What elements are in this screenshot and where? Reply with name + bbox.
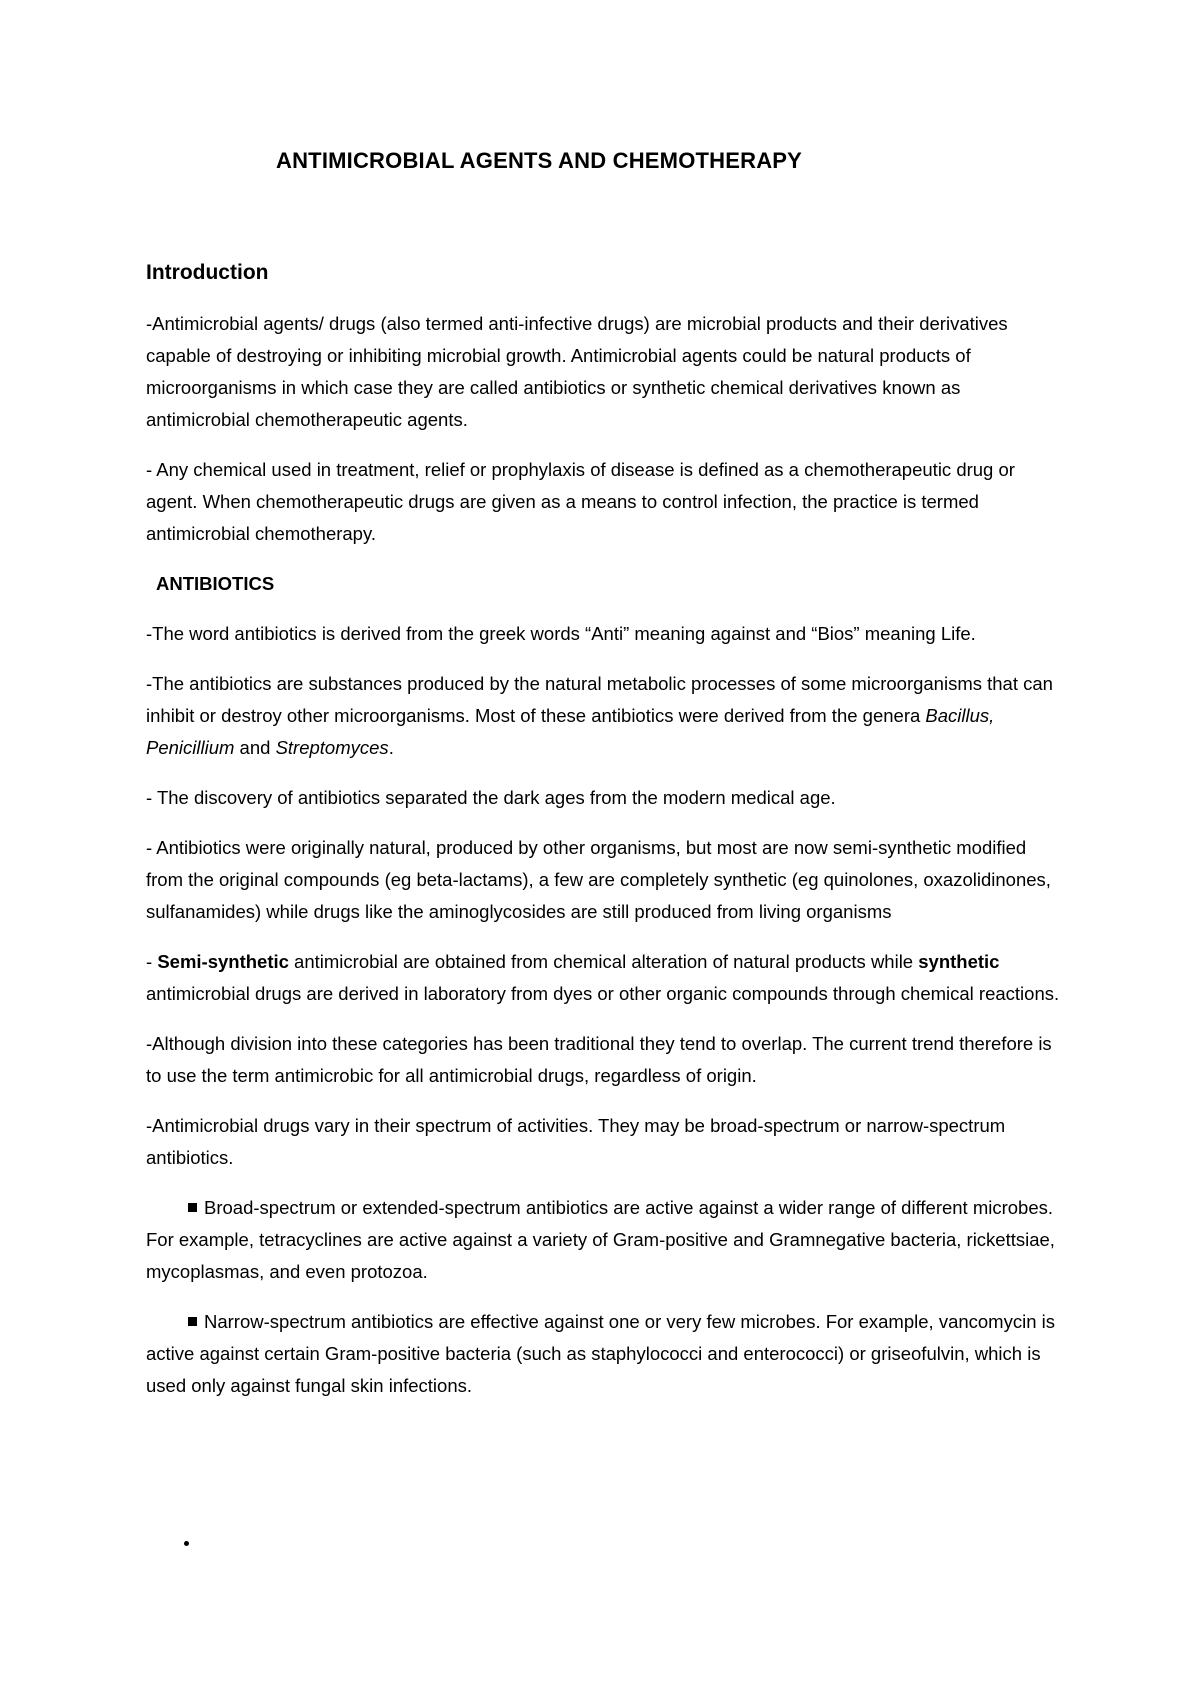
synthetic-term: synthetic bbox=[918, 951, 1000, 972]
intro-paragraph-2: - Any chemical used in treatment, relief or prophylaxis of disease is defined as a chemotherapeutic drug or agent. When chemotherapeutic drugs are given as a means to control infection, the practice is termed antimicrobial chemotherapy. bbox=[146, 459, 1015, 544]
bullet-broad-spectrum-text: Broad-spectrum or extended-spectrum antibiotics are active against a wider range of different microbes. For example, tetracyclines are active against a variety of Gram-positive and Gramnegative bacteria, rickettsiae, mycoplasmas, and even protozoa. bbox=[146, 1197, 1055, 1282]
introduction-heading: Introduction bbox=[146, 261, 269, 284]
antibiotics-paragraph-5 bbox=[146, 946, 1066, 1010]
genus-period: . bbox=[388, 737, 394, 758]
document-title: ANTIMICROBIAL AGENTS AND CHEMOTHERAPY bbox=[276, 148, 803, 173]
document-body bbox=[146, 258, 1066, 1420]
antibiotics-paragraph-2 bbox=[146, 668, 1066, 764]
synthetic-text: antimicrobial drugs are derived in laboratory from dyes or other organic compounds through chemical reactions. bbox=[146, 983, 1060, 1004]
genus-and: and bbox=[234, 737, 276, 758]
semi-synthetic-term: Semi-synthetic bbox=[157, 951, 289, 972]
antibiotics-paragraph-7: -Antimicrobial drugs vary in their spectrum of activities. They may be broad-spectrum or narrow-spectrum antibiotics. bbox=[146, 1115, 1006, 1168]
antibiotics-heading: ANTIBIOTICS bbox=[156, 573, 275, 594]
bullet-narrow-spectrum bbox=[146, 1306, 1066, 1402]
semi-synthetic-text: antimicrobial are obtained from chemical alteration of natural products while bbox=[288, 951, 919, 972]
antibiotics-paragraph-1: -The word antibiotics is derived from the greek words “Anti” meaning against and “Bios” meaning Life. bbox=[146, 623, 976, 644]
bullet-broad-spectrum bbox=[146, 1192, 1066, 1288]
genus-streptomyces: Streptomyces bbox=[275, 737, 389, 758]
genera-text: -The antibiotics are substances produced by the natural metabolic processes of some microorganisms that can inhibit or destroy other microorganisms. Most of these antibiotics were derived from the genera bbox=[146, 673, 1053, 726]
genus-bacillus-penicillium: Bacillus, Penicillium bbox=[146, 705, 995, 758]
empty-bullet-dot-icon bbox=[184, 1541, 189, 1546]
antibiotics-paragraph-6: -Although division into these categories has been traditional they tend to overlap. The current trend therefore is to use the term antimicrobic for all antimicrobial drugs, regardless of origin. bbox=[146, 1033, 1052, 1086]
semi-synthetic-dash: - bbox=[146, 951, 158, 972]
square-bullet-icon bbox=[188, 1317, 197, 1326]
antibiotics-paragraph-3: - The discovery of antibiotics separated the dark ages from the modern medical age. bbox=[146, 787, 836, 808]
antibiotics-paragraph-4: - Antibiotics were originally natural, produced by other organisms, but most are now semi-synthetic modified from the original compounds (eg beta-lactams), a few are completely synthetic (eg quinolones, oxazolidinones, sulfanamides) while drugs like the aminoglycosides are still produced from living organisms bbox=[146, 837, 1051, 922]
bullet-narrow-spectrum-text: Narrow-spectrum antibiotics are effective against one or very few microbes. For example, vancomycin is active against certain Gram-positive bacteria (such as staphylococci and enterococci) or griseofulvin, which is used only against fungal skin infections. bbox=[146, 1311, 1055, 1396]
square-bullet-icon bbox=[188, 1203, 197, 1212]
intro-paragraph-1: -Antimicrobial agents/ drugs (also termed anti-infective drugs) are microbial products and their derivatives capable of destroying or inhibiting microbial growth. Antimicrobial agents could be natural products of microorganisms in which case they are called antibiotics or synthetic chemical derivatives known as antimicrobial chemotherapeutic agents. bbox=[146, 313, 1008, 430]
